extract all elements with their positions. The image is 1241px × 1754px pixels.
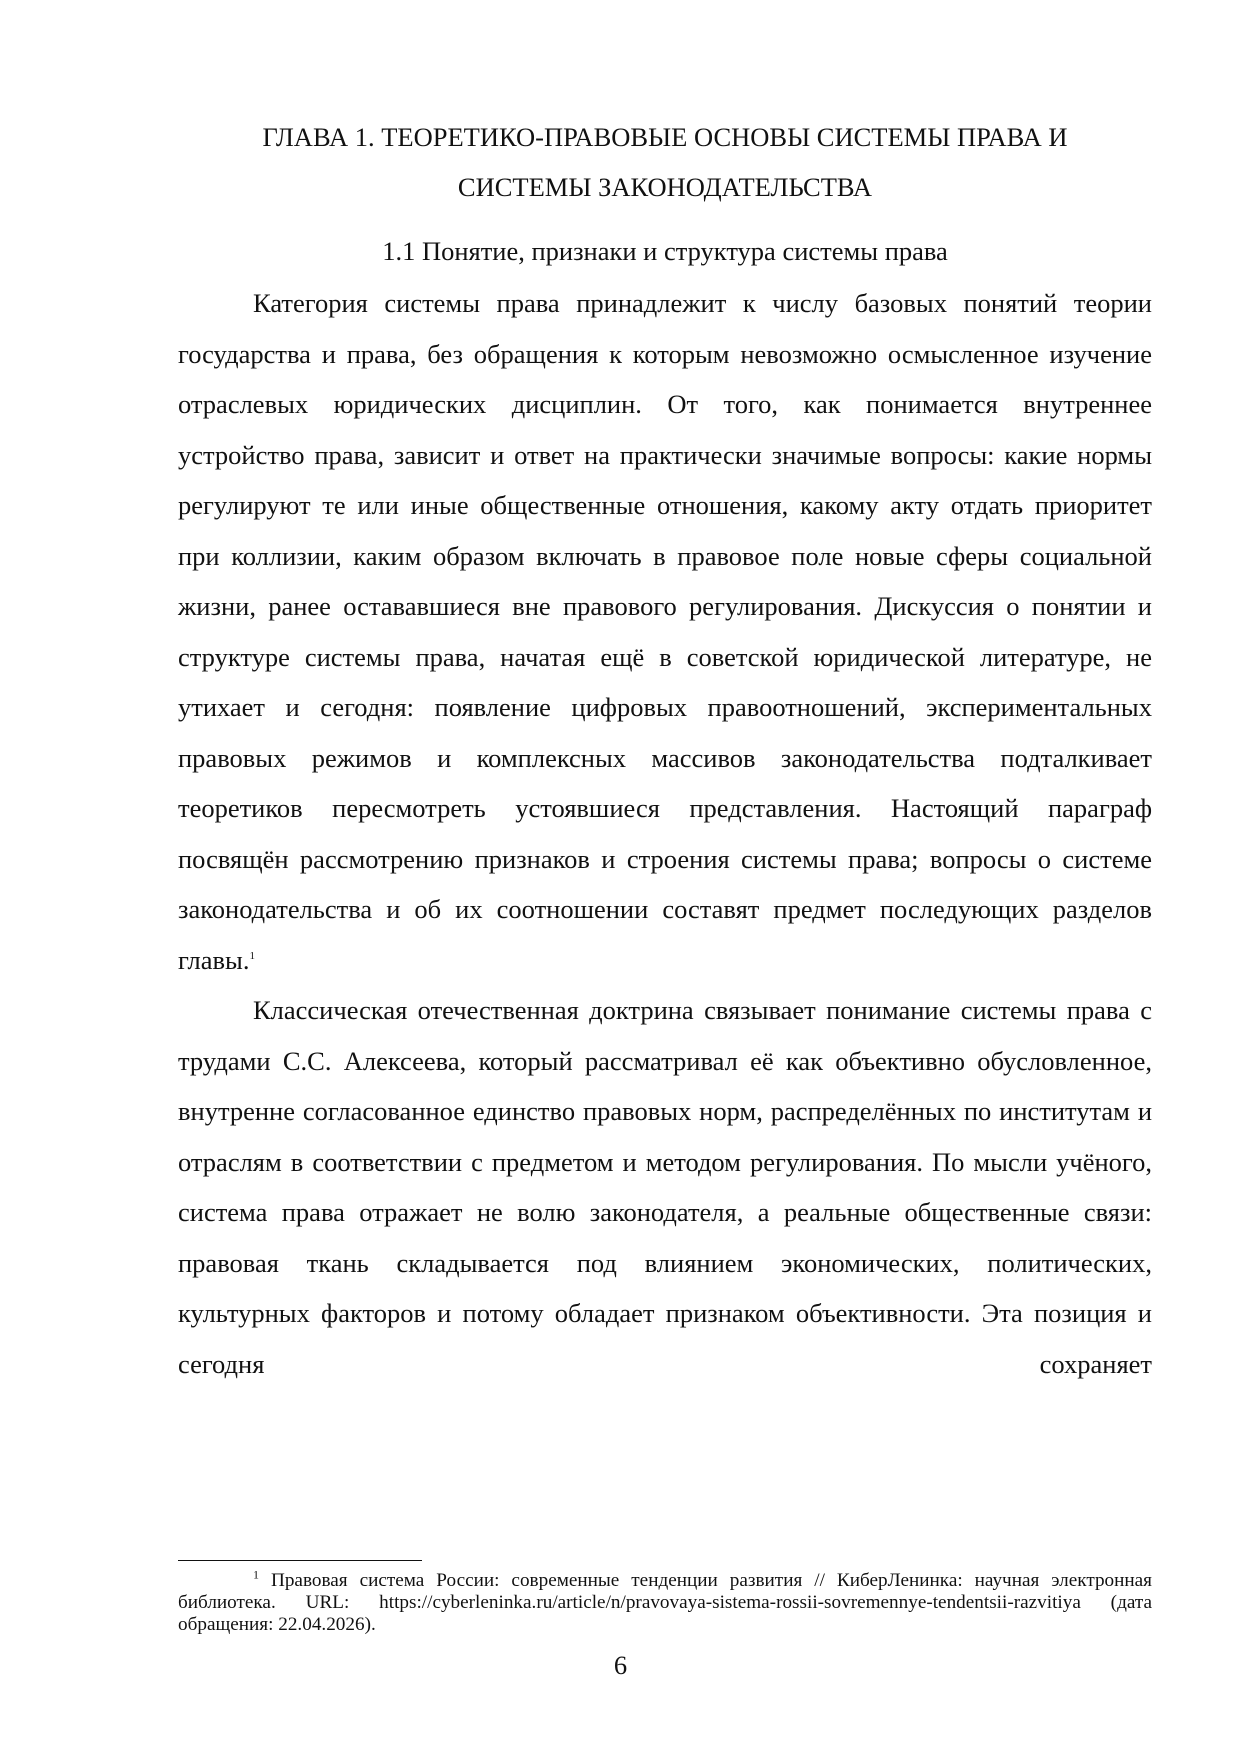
page-number: 6	[613, 1650, 628, 1680]
page-content	[178, 112, 1152, 1389]
footnote-text: Правовая система России: современные тенденции развития // КиберЛенинка: научная электронная библиотека. URL: https://cyberleninka.ru/article/n/pravovaya-sistema-rossii-sovremennye-tendentsii-razvitiya (дата обращения: 22.04.2026).	[178, 1570, 1153, 1635]
chapter-title	[178, 112, 1152, 212]
section-title: 1.1 Понятие, признаки и структура системы права	[382, 236, 948, 266]
footnote-reference[interactable]: 1	[249, 949, 255, 962]
chapter-title-line1: ГЛАВА 1. ТЕОРЕТИКО-ПРАВОВЫЕ ОСНОВЫ СИСТЕМЫ ПРАВА И	[262, 122, 1068, 152]
paragraph-2-text: Классическая отечественная доктрина связывает понимание системы права с трудами С.С. Алексеева, который рассматривал её как объективно обусловленное, внутренне согласованное единство правовых норм, распределённых по институтам и отраслям в соответствии с предметом и методом регулирования. По мысли учёного, система права отражает не волю законодателя, а реальные общественные связи: правовая ткань складывается под влиянием экономических, политических, культурных факторов и потому обладает признаком объективности. Эта позиция и сегодня сохраняет	[178, 995, 1152, 1379]
body-paragraph-1	[178, 278, 1152, 985]
body-paragraph-2	[178, 985, 1152, 1389]
footnote-separator	[178, 1560, 422, 1561]
paragraph-1-text: Категория системы права принадлежит к числу базовых понятий теории государства и права, без обращения к которым невозможно осмысленное изучение отраслевых юридических дисциплин. От того, как понимается внутреннее устройство права, зависит и ответ на практически значимые вопросы: какие нормы регулируют те или иные общественные отношения, какому акту отдать приоритет при коллизии, каким образом включать в правовое поле новые сферы социальной жизни, ранее остававшиеся вне правового регулирования. Дискуссия о понятии и структуре системы права, начатая ещё в советской юридической литературе, не утихает и сегодня: появление цифровых правоотношений, экспериментальных правовых режимов и комплексных массивов законодательства подталкивает теоретиков пересмотреть устоявшиеся представления. Настоящий параграф посвящён рассмотрению признаков и строения системы права; вопросы о системе законодательства и об их соотношении составят предмет последующих разделов главы.	[178, 288, 1152, 975]
footnote	[178, 1567, 1153, 1636]
footnote-number: 1	[253, 1567, 259, 1582]
chapter-title-line2: СИСТЕМЫ ЗАКОНОДАТЕЛЬСТВА	[457, 172, 873, 202]
